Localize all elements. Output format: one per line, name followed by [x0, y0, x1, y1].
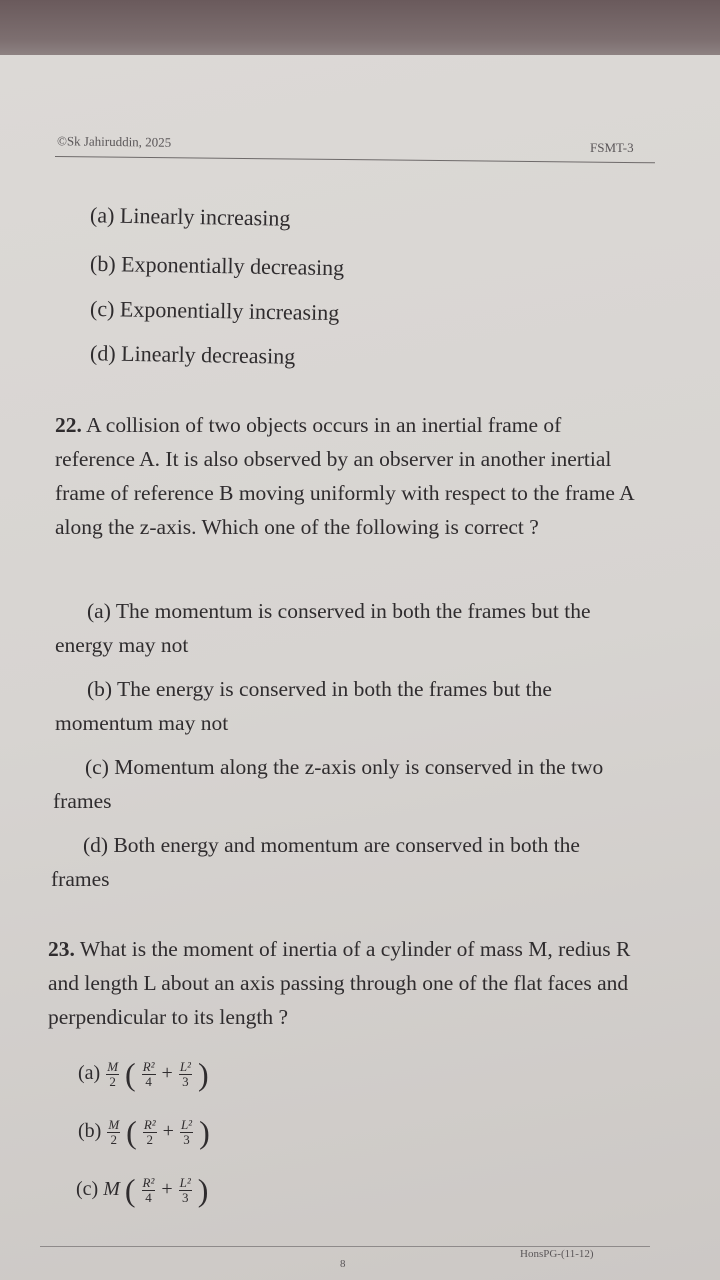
question-23-text: What is the moment of inertia of a cylinder of mass M, redius R and length L about an axis passing through one of the flat faces and perpendicular to its length ?	[48, 937, 631, 1029]
q22-option-c: (c) Momentum along the z-axis only is conserved in the two frames	[53, 755, 604, 813]
q21-option-a: (a) Linearly increasing	[89, 202, 291, 231]
q21-option-b: (b) Exponentially decreasing	[89, 250, 345, 281]
q23-option-c: (c) M ( $\frac{\text{R²}}{4}$ + $\frac{\text{L²}}{3}$ )	[76, 1172, 209, 1208]
q22-option-b: (b) The energy is conserved in both the frames but the momentum may not	[55, 677, 552, 735]
footer-divider	[40, 1246, 650, 1247]
q23-option-a: (a) $\frac{M}{2}$ ( $\frac{\text{R²}}{4}$ + $\frac{\text{L²}}{3}$ )	[78, 1056, 209, 1092]
footer-code: HonsPG-(11-12)	[520, 1248, 594, 1260]
paper-code: FSMT-3	[590, 140, 634, 155]
q21-option-c: (c) Exponentially increasing	[89, 295, 340, 326]
question-22-number: 22.	[55, 413, 82, 437]
page-number: 8	[340, 1258, 346, 1270]
exam-page	[0, 55, 720, 1280]
q23-option-b: (b) $\frac{M}{2}$ ( $\frac{\text{R²}}{2}$ + $\frac{\text{L²}}{3}$ )	[78, 1114, 210, 1150]
q22-option-d: (d) Both energy and momentum are conserved in both the frames	[51, 833, 580, 891]
copyright-text: ©Sk Jahiruddin, 2025	[56, 133, 172, 150]
question-23	[48, 932, 633, 1034]
q21-option-d: (d) Linearly decreasing	[89, 340, 296, 369]
q22-option-a: (a) The momentum is conserved in both the frames but the energy may not	[55, 599, 591, 657]
question-22-text: A collision of two objects occurs in an inertial frame of reference A. It is also observed by an observer in another inertial frame of reference B moving uniformly with respect to the frame A along the z-axis. Which one of the following is correct ?	[55, 413, 634, 539]
question-23-number: 23.	[48, 937, 75, 961]
question-22	[55, 408, 637, 544]
